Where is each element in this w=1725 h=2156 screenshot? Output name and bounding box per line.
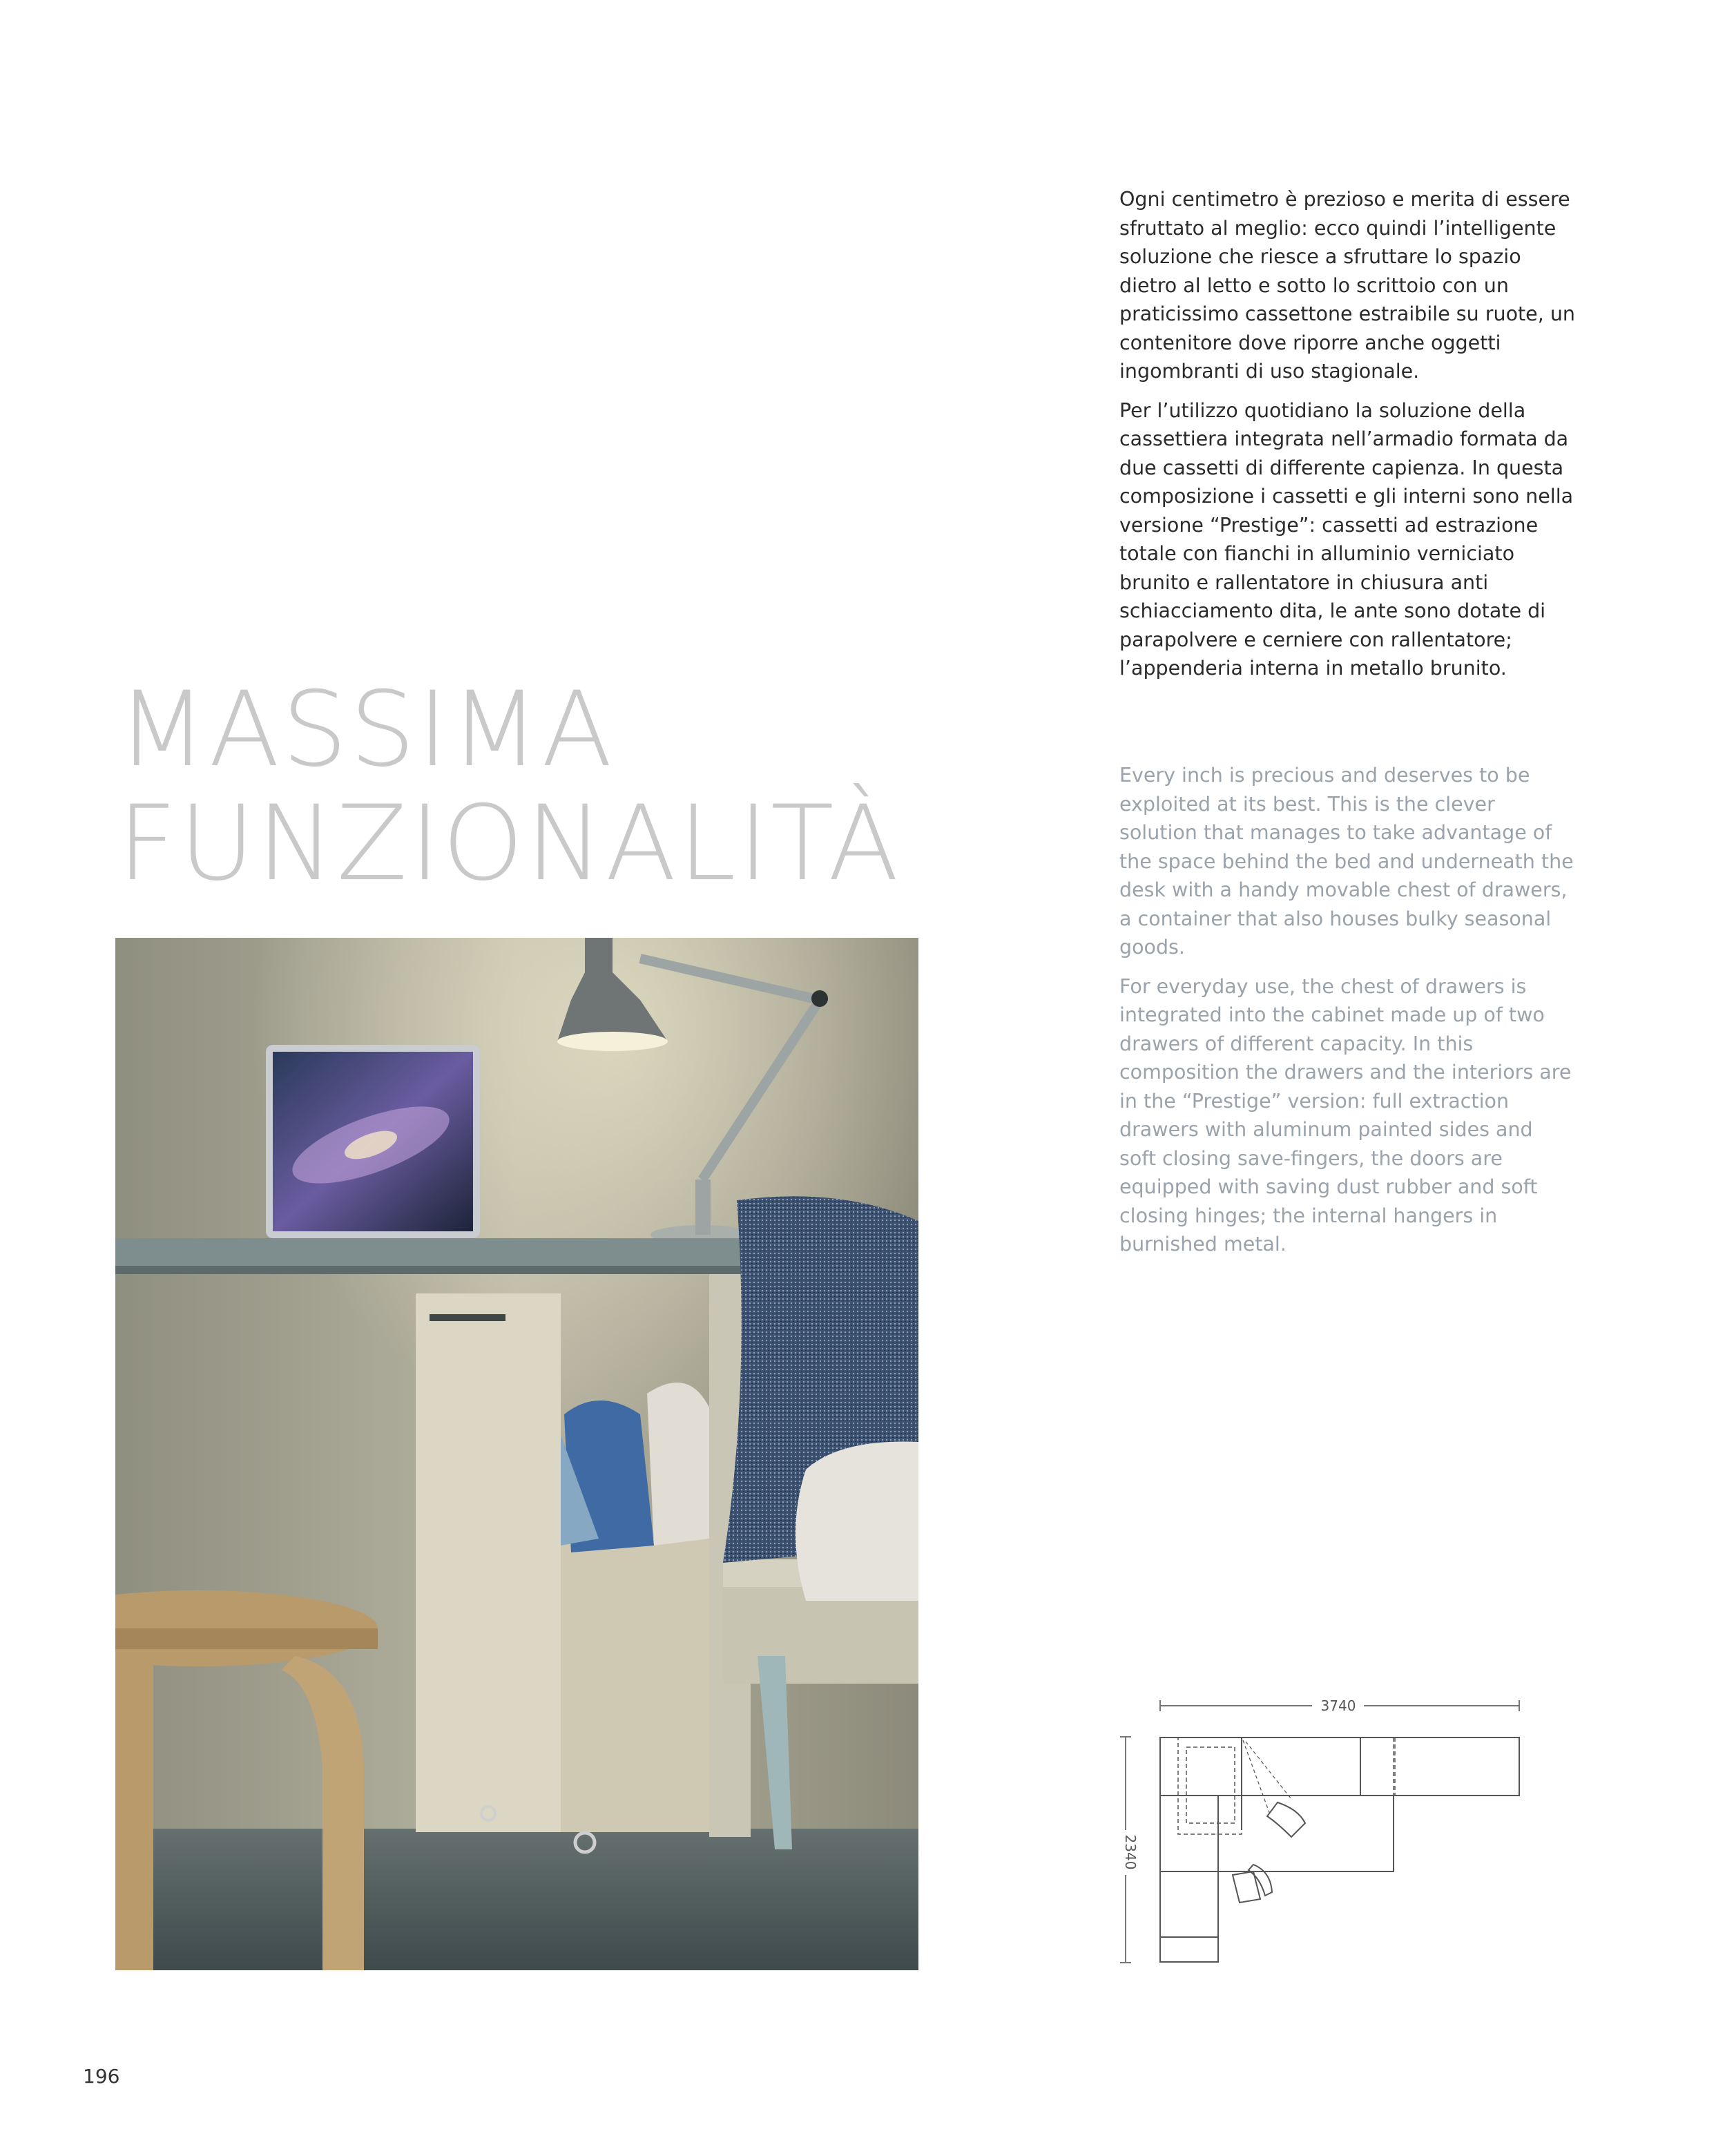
title-line-1: MASSIMA bbox=[117, 670, 615, 790]
italian-paragraph-2: Per l’utilizzo quotidiano la soluzione della cassettiera integrata nell’armadio formata da due cassetti di differente capienza. In questa composizione i cassetti e gli interni sono nella versione “Prestige”: cassetti ad estrazione totale con fianchi in alluminio verniciato brunito e rallentatore in chiusura anti schiacciamento dita, le ante sono dotate di parapolvere e cerniere con rallentatore; l’appenderia interna in metallo brunito. bbox=[1119, 398, 1574, 680]
page-title bbox=[117, 670, 901, 904]
italian-paragraph-1: Ogni centimetro è prezioso e merita di essere sfruttato al meglio: ecco quindi l’intelligente soluzione che riesce a sfruttare lo spazio dietro al letto e sotto lo scrittoio con un praticissimo cassettone estraibile su ruote, un contenitore dove riporre anche oggetti ingombranti di uso stagionale. bbox=[1119, 188, 1575, 383]
page-number: 196 bbox=[83, 2065, 120, 2088]
depth-dimension-label: 2340 bbox=[1122, 1834, 1139, 1870]
english-paragraph-2: For everyday use, the chest of drawers is integrated into the cabinet made up of two drawers of different capacity. In this composition the drawers and the interiors are in the “Prestige” version: full extraction drawers with aluminum painted sides and soft closing save-fingers, the doors are equipped with saving dust rubber and soft closing hinges; the internal hangers in burnished metal. bbox=[1119, 974, 1572, 1255]
english-description bbox=[1119, 761, 1575, 1269]
floor-plan-diagram bbox=[1112, 1692, 1526, 1968]
italian-description bbox=[1119, 185, 1575, 693]
width-dimension-label: 3740 bbox=[1320, 1697, 1356, 1714]
title-line-2: FUNZIONALITÀ bbox=[117, 784, 901, 904]
product-photo bbox=[115, 938, 918, 1970]
english-paragraph-1: Every inch is precious and deserves to be exploited at its best. This is the clever solution that manages to take advantage of the space behind the bed and underneath the desk with a handy movable chest of drawers, a container that also houses bulky seasonal goods. bbox=[1119, 764, 1574, 959]
